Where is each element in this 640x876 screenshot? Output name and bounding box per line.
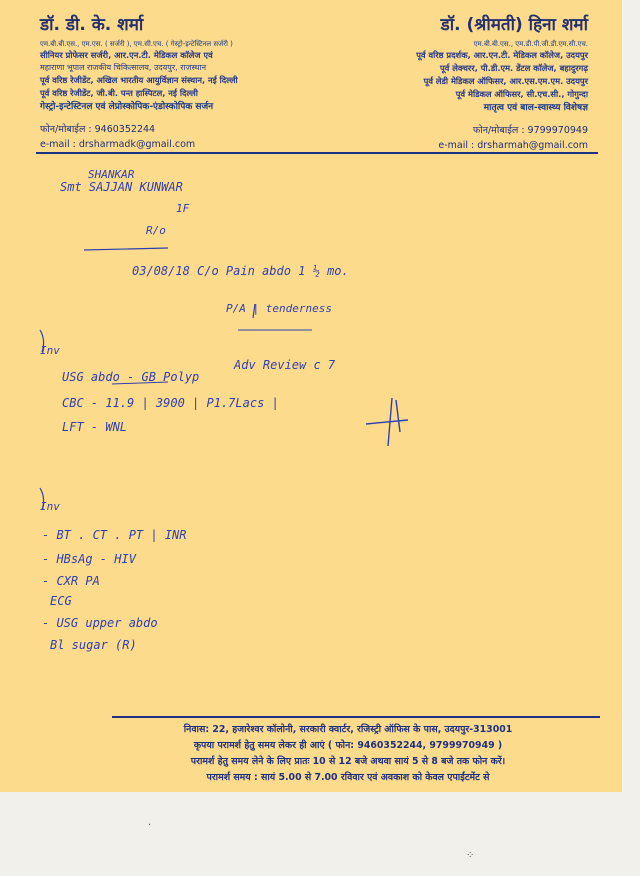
left-doctor-name: डॉ. डी. के. शर्मा xyxy=(40,15,144,35)
right-line5: मातृत्व एवं बाल-स्वास्थ्य विशेषज्ञ xyxy=(483,103,588,113)
left-degrees: एम.बी.बी.एस., एम.एस. ( सर्जरी ), एम.सी.एच. ( गेस्ट्रो-इन्टेस्टिनल सर्जरी ) xyxy=(40,40,233,48)
hw-usg-result: USG abdo - GB Polyp xyxy=(62,370,200,384)
right-email: e-mail : drsharmah@gmail.com xyxy=(438,140,588,151)
footer-timing: परामर्श हेतु समय लेने के लिए प्रातः 10 से 12 बजे अथवा सायं 5 से 8 बजे तक फोन करें। xyxy=(190,756,506,767)
left-phone: फोन/मोबाईल : 9460352244 xyxy=(40,124,156,135)
hw-hbsag: - HBsAg - HIV xyxy=(42,552,136,566)
hw-pa-exam: P/A | tenderness xyxy=(226,302,332,315)
hw-inv2-heading: Inv xyxy=(40,500,60,513)
footer-divider xyxy=(112,716,600,718)
left-line1: सीनियर प्रोफेसर सर्जरी, आर.एन.टी. मेडिकल कॉलेज एवं xyxy=(40,50,213,60)
hw-date-complaint: 03/08/18 C/o Pain abdo 1 ½ mo. xyxy=(132,264,349,278)
hw-bt-ct: - BT . CT . PT | INR xyxy=(42,528,187,542)
hw-inv-heading: Inv xyxy=(40,344,60,357)
left-line4: पूर्व वरिष्ठ रेजीडेंट, जी.बी. पन्त हास्पिटल, नई दिल्ली xyxy=(40,88,198,98)
scan-speck: · xyxy=(148,820,152,831)
right-line2: पूर्व लेक्चरर, पी.डी.एम. डेंटल कॉलेज, बहादुरगढ़ xyxy=(440,63,588,73)
hw-blood-sugar: Bl sugar (R) xyxy=(50,638,137,652)
right-line3: पूर्व लेडी मेडिकल ऑफिसर, आर.एस.एम.एम. उदयपुर xyxy=(423,76,588,86)
hw-cxr: - CXR PA xyxy=(42,574,100,588)
hw-advice: Adv Review c 7 xyxy=(234,358,336,372)
scan-speck: ⁘ xyxy=(466,850,475,861)
hw-patient-name: Smt SAJJAN KUNWAR xyxy=(60,180,183,194)
hw-age-sex: 1F xyxy=(176,202,190,215)
right-degrees: एम.बी.बी.एस., एम.डी.पी.जी.डी.एम.सी.एच. xyxy=(473,40,588,48)
left-email: e-mail : drsharmadk@gmail.com xyxy=(40,139,196,150)
footer xyxy=(98,722,598,786)
footer-address: निवास: 22, हजारेश्वर कॉलोनी, सरकारी क्वार्टर, रजिस्ट्री ऑफिस के पास, उदयपुर-313001 xyxy=(183,724,513,735)
left-line3: पूर्व वरिष्ठ रेजीडेंट, अखिल भारतीय आयुर्विज्ञान संस्थान, नई दिल्ली xyxy=(40,75,238,85)
left-line5: गेस्ट्रो-इन्टेस्टिनल एवं लेप्रोस्कोपिक-एंडोस्कोपिक सर्जन xyxy=(40,102,214,112)
hw-name-shankar: SHANKAR xyxy=(88,168,135,181)
left-line2: महाराणा भूपाल राजकीय चिकित्सालय, उदयपुर, राजस्थान xyxy=(40,63,207,72)
hw-lft-result: LFT - WNL xyxy=(62,420,128,434)
footer-appointment: कृपया परामर्श हेतु समय लेकर ही आएं ( फोन: 9460352244, 9799970949 ) xyxy=(193,740,503,751)
hw-residence: R/o xyxy=(146,224,166,237)
right-line4: पूर्व मेडिकल ऑफिसर, सी.एच.सी., गोगुन्दा xyxy=(455,89,588,99)
hw-cbc-result: CBC - 11.9 | 3900 | P1.7Lacs | xyxy=(62,396,279,410)
hw-ecg: ECG xyxy=(50,594,72,608)
hw-usg-upper: - USG upper abdo xyxy=(42,616,158,630)
right-phone: फोन/मोबाईल : 9799970949 xyxy=(472,125,588,136)
footer-hours: परामर्श समय : सायं 5.00 से 7.00 रविवार एवं अवकाश को केवल एपाईंटमेंट से xyxy=(206,772,490,783)
right-doctor-name: डॉ. (श्रीमती) हिना शर्मा xyxy=(440,15,588,35)
right-line1: पूर्व वरिष्ठ प्रदर्शक, आर.एन.टी. मेडिकल कॉलेज, उदयपुर xyxy=(416,50,588,60)
